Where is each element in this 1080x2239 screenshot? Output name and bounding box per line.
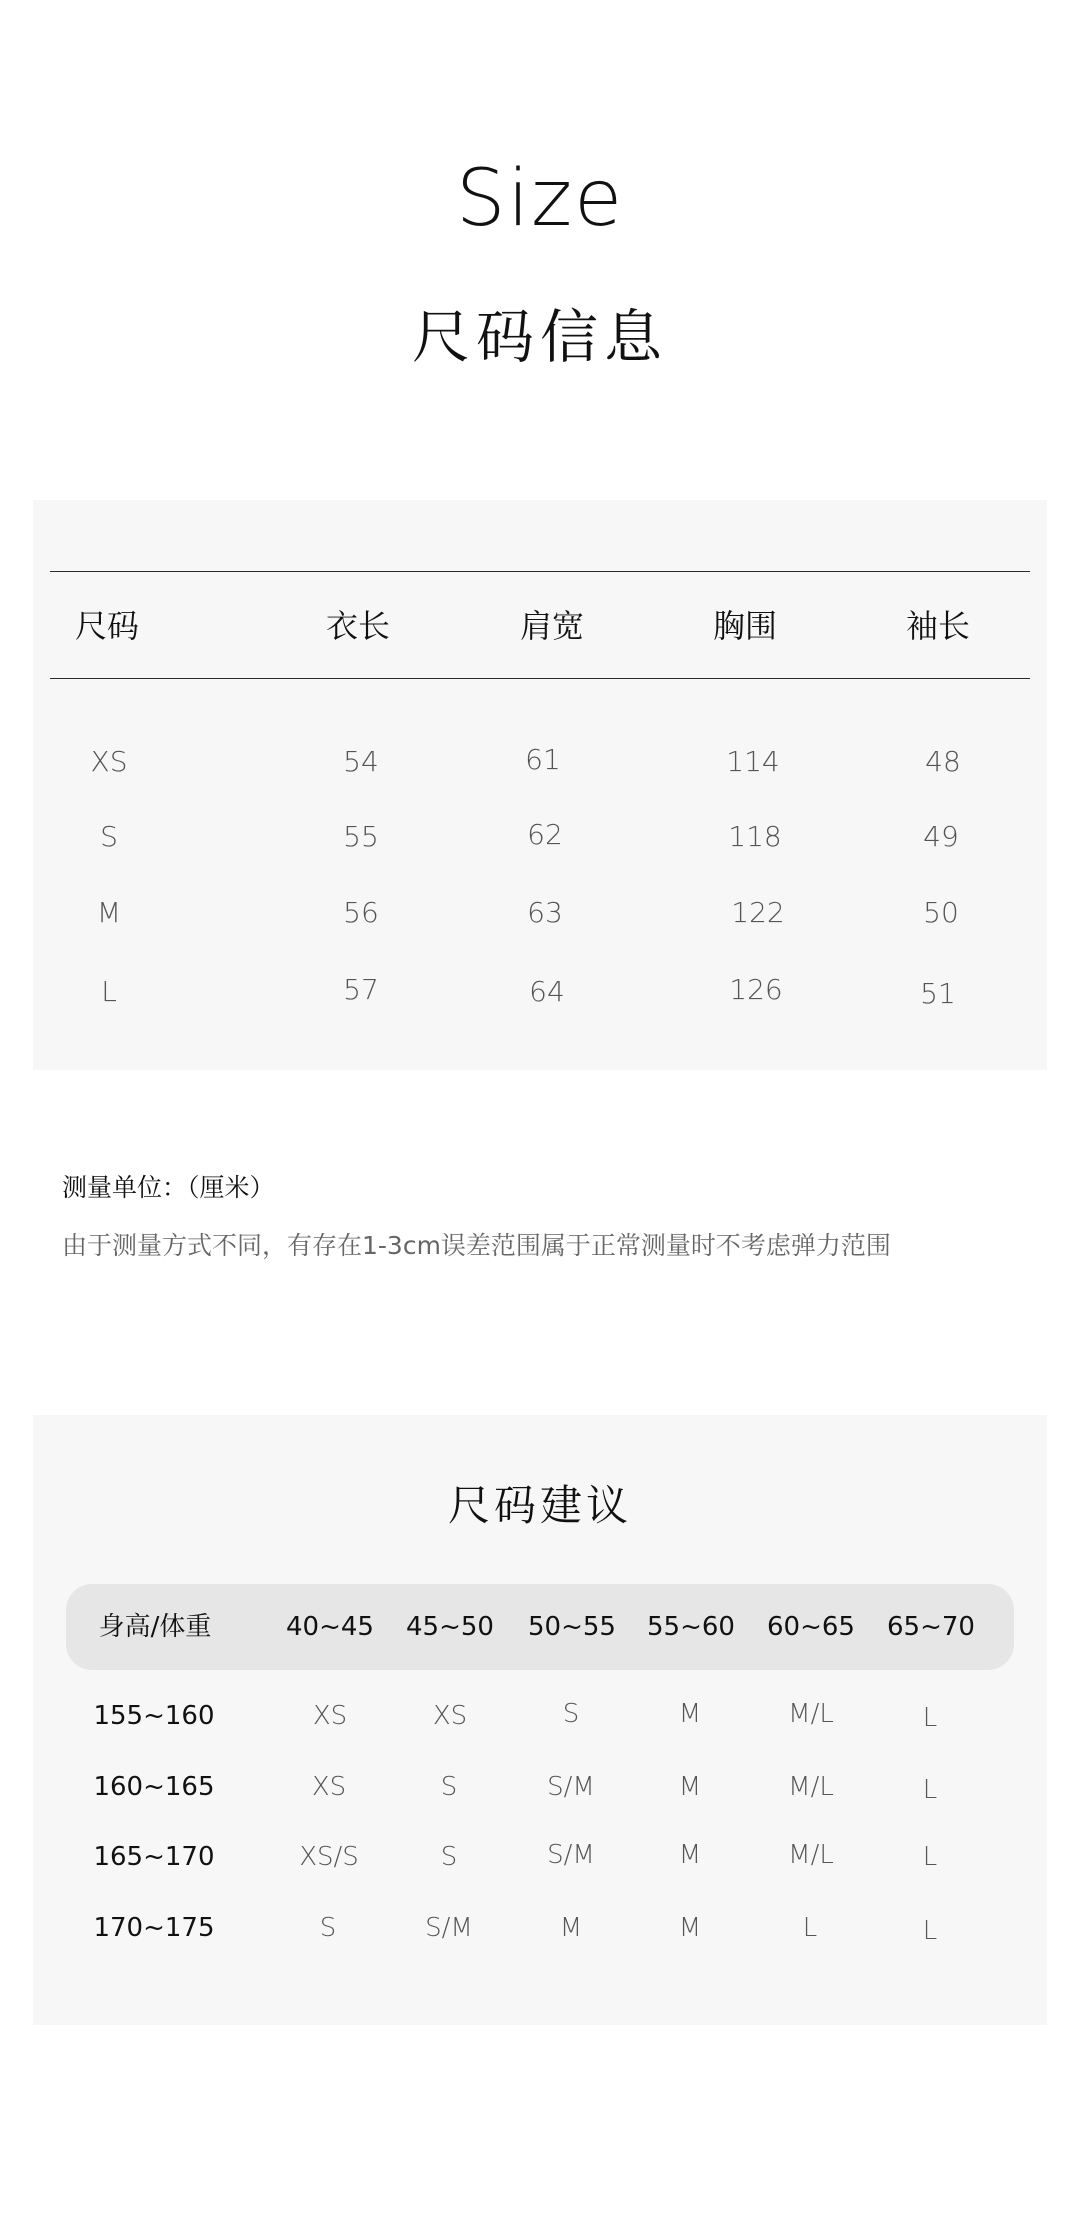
rec-height-label: 160~165: [93, 1772, 215, 1802]
rec-cell: S: [562, 1699, 580, 1729]
size-cell: 63: [527, 896, 563, 929]
size-cell: 61: [525, 743, 561, 776]
rec-cell: S: [319, 1913, 337, 1943]
rec-cell: L: [802, 1913, 818, 1943]
size-cell: 126: [729, 973, 783, 1006]
rec-height-label: 170~175: [93, 1913, 215, 1943]
size-cell: L: [101, 975, 117, 1008]
size-cell: 50: [923, 896, 959, 929]
rec-cell: S/M: [547, 1840, 595, 1870]
rec-header-weight-range: 40~45: [286, 1612, 374, 1642]
size-cell: 49: [923, 820, 959, 853]
size-cell: 118: [728, 820, 782, 853]
rec-header-weight-range: 65~70: [887, 1612, 975, 1642]
rec-cell: L: [922, 1916, 938, 1946]
rec-header-weight-range: 50~55: [528, 1612, 616, 1642]
column-header-chest: 胸围: [712, 607, 777, 645]
rec-cell: M: [678, 1772, 702, 1802]
recommendation-title: 尺码建议: [447, 1481, 632, 1530]
rec-header-height-weight: 身高/体重: [98, 1612, 212, 1642]
rec-cell: M: [678, 1840, 702, 1870]
column-header-shoulder: 肩宽: [519, 607, 584, 645]
size-cell: S: [100, 820, 118, 853]
rec-cell: XS/S: [299, 1842, 359, 1872]
rec-height-label: 155~160: [93, 1701, 215, 1731]
size-cell: 51: [920, 977, 956, 1010]
rec-cell: M: [559, 1913, 583, 1943]
size-cell: 54: [343, 745, 379, 778]
size-cell: 57: [343, 973, 379, 1006]
rec-header-weight-range: 45~50: [406, 1612, 494, 1642]
column-header-sleeve: 袖长: [905, 607, 970, 645]
rec-cell: L: [922, 1775, 938, 1805]
size-cell: 56: [343, 896, 379, 929]
measurement-unit-label: 测量单位：（厘米）: [62, 1173, 275, 1202]
size-cell: 48: [925, 745, 961, 778]
size-cell: 122: [731, 896, 785, 929]
size-cell: 55: [343, 820, 379, 853]
rec-header-weight-range: 60~65: [767, 1612, 855, 1642]
rec-cell: M/L: [788, 1840, 834, 1870]
rec-cell: XS: [311, 1772, 347, 1802]
measurement-disclaimer: 由于测量方式不同，有存在1-3cm误差范围属于正常测量时不考虑弹力范围: [62, 1231, 891, 1260]
size-cell: M: [96, 896, 122, 929]
rec-cell: S: [440, 1772, 458, 1802]
column-header-size: 尺码: [74, 607, 139, 645]
rec-cell: M/L: [788, 1772, 834, 1802]
rec-cell: XS: [432, 1701, 468, 1731]
size-cell: 114: [726, 745, 780, 778]
rec-cell: S/M: [425, 1913, 473, 1943]
rec-height-label: 165~170: [93, 1842, 215, 1872]
rec-header-weight-range: 55~60: [647, 1612, 735, 1642]
size-cell: 62: [527, 818, 563, 851]
rec-cell: L: [922, 1842, 938, 1872]
table-top-divider: [50, 571, 1030, 572]
rec-cell: M: [678, 1913, 702, 1943]
rec-cell: M/L: [788, 1699, 834, 1729]
rec-cell: M: [678, 1699, 702, 1729]
page-title-en: Size: [455, 154, 625, 244]
size-cell: XS: [90, 745, 128, 778]
rec-cell: S: [440, 1842, 458, 1872]
size-cell: 64: [529, 975, 565, 1008]
rec-cell: S/M: [547, 1772, 595, 1802]
rec-cell: XS: [312, 1701, 348, 1731]
table-header-divider: [50, 678, 1030, 679]
column-header-length: 衣长: [325, 607, 390, 645]
rec-cell: L: [922, 1703, 938, 1733]
page-title-cn: 尺码信息: [411, 303, 668, 371]
